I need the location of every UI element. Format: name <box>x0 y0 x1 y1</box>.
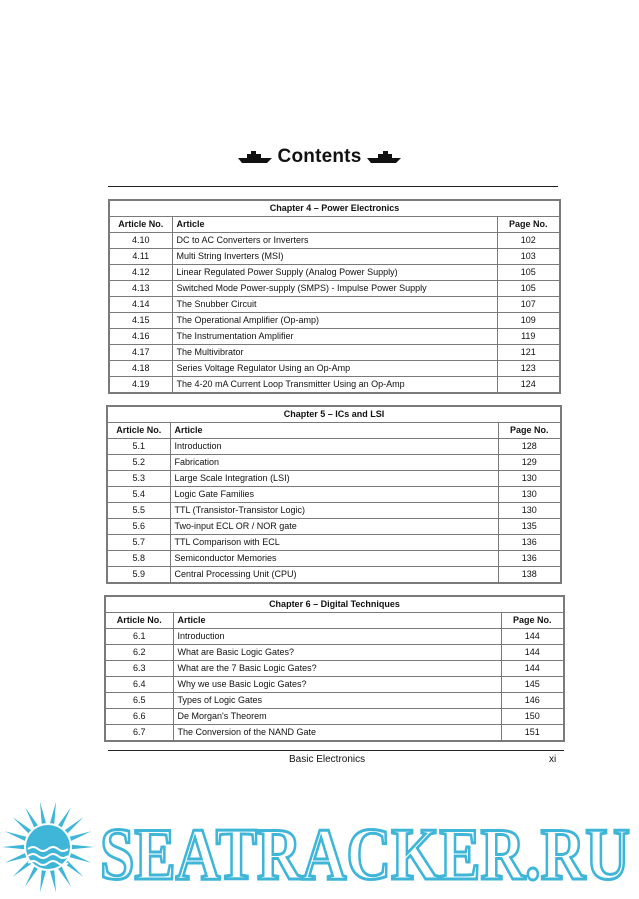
footer-page-number: xi <box>549 754 557 765</box>
sun-ray <box>13 817 31 833</box>
sun-ray <box>25 807 38 827</box>
table-row <box>107 487 561 503</box>
article-number: 6.2 <box>105 645 173 661</box>
page-number: 103 <box>497 249 560 265</box>
article-number: 5.7 <box>107 535 170 551</box>
page-number: 150 <box>501 709 564 725</box>
sun-ray <box>58 867 71 887</box>
table-body <box>107 439 561 584</box>
sun-ray <box>72 845 94 849</box>
article-number: 4.19 <box>109 377 172 394</box>
article-title: Types of Logic Gates <box>173 693 501 709</box>
column-header-article: Article <box>170 423 498 439</box>
article-number: 4.11 <box>109 249 172 265</box>
page-number: 130 <box>498 503 561 519</box>
page-number: 145 <box>501 677 564 693</box>
table-row <box>109 345 560 361</box>
article-title: What are the 7 Basic Logic Gates? <box>173 661 501 677</box>
table-row <box>109 377 560 394</box>
page-number: 128 <box>498 439 561 455</box>
sun-ray <box>58 807 71 827</box>
page-number: 146 <box>501 693 564 709</box>
table-body <box>105 629 564 742</box>
article-title: Logic Gate Families <box>170 487 498 503</box>
article-number: 5.5 <box>107 503 170 519</box>
chapter-4-table <box>108 199 561 394</box>
page-number: 151 <box>501 725 564 742</box>
table-row <box>105 693 564 709</box>
chapter-6-table <box>104 595 565 742</box>
chapter-5-table <box>106 405 562 584</box>
page-number: 144 <box>501 645 564 661</box>
article-title: Introduction <box>173 629 501 645</box>
page-number: 130 <box>498 471 561 487</box>
article-number: 6.3 <box>105 661 173 677</box>
table-row <box>105 645 564 661</box>
table-row <box>109 249 560 265</box>
sun-ray <box>5 853 27 863</box>
sun-ray <box>40 870 46 892</box>
table-body <box>109 233 560 394</box>
page-number: 123 <box>497 361 560 377</box>
article-title: Linear Regulated Power Supply (Analog Power Supply) <box>172 265 497 281</box>
table-row <box>107 551 561 567</box>
article-number: 5.1 <box>107 439 170 455</box>
column-header-article: Article <box>173 613 501 629</box>
table-row <box>107 439 561 455</box>
ship-icon <box>238 151 272 163</box>
watermark <box>0 790 639 899</box>
sun-ray <box>25 867 38 887</box>
article-number: 5.6 <box>107 519 170 535</box>
article-title: Central Processing Unit (CPU) <box>170 567 498 584</box>
article-number: 6.7 <box>105 725 173 742</box>
chapter-heading: Chapter 5 – ICs and LSI <box>107 406 561 423</box>
top-divider <box>108 186 558 187</box>
sun-ray <box>70 853 92 863</box>
column-header-article-no: Article No. <box>109 217 172 233</box>
article-title: The Snubber Circuit <box>172 297 497 313</box>
sun-ray <box>65 817 83 833</box>
chapter-heading: Chapter 6 – Digital Techniques <box>105 596 564 613</box>
article-number: 6.4 <box>105 677 173 693</box>
article-number: 6.6 <box>105 709 173 725</box>
page-number: 130 <box>498 487 561 503</box>
article-number: 4.18 <box>109 361 172 377</box>
article-title: Series Voltage Regulator Using an Op-Amp <box>172 361 497 377</box>
article-title: Multi String Inverters (MSI) <box>172 249 497 265</box>
article-number: 4.12 <box>109 265 172 281</box>
table-row <box>109 297 560 313</box>
page-number: 144 <box>501 629 564 645</box>
table-row <box>105 677 564 693</box>
article-number: 4.14 <box>109 297 172 313</box>
article-title: Why we use Basic Logic Gates? <box>173 677 501 693</box>
table-row <box>109 265 560 281</box>
watermark-text: SEATRACKER.RU <box>100 814 630 896</box>
article-title: The Instrumentation Amplifier <box>172 329 497 345</box>
article-title: Large Scale Integration (LSI) <box>170 471 498 487</box>
article-title: What are Basic Logic Gates? <box>173 645 501 661</box>
footer-divider <box>108 750 564 751</box>
article-number: 4.16 <box>109 329 172 345</box>
article-number: 5.4 <box>107 487 170 503</box>
page-number: 121 <box>497 345 560 361</box>
article-title: Switched Mode Power-supply (SMPS) - Impulse Power Supply <box>172 281 497 297</box>
article-title: TTL (Transistor-Transistor Logic) <box>170 503 498 519</box>
table-row <box>109 233 560 249</box>
sun-ray <box>5 831 27 841</box>
sun-ray <box>50 870 56 892</box>
sun-ray <box>50 802 56 824</box>
page-number: 105 <box>497 265 560 281</box>
sun-icon <box>2 802 94 893</box>
footer-book-title: Basic Electronics <box>289 754 366 765</box>
table-row <box>105 661 564 677</box>
column-header-page-no: Page No. <box>501 613 564 629</box>
article-number: 6.1 <box>105 629 173 645</box>
article-title: De Morgan's Theorem <box>173 709 501 725</box>
column-header-article-no: Article No. <box>107 423 170 439</box>
sun-ray <box>40 802 46 824</box>
page-number: 124 <box>497 377 560 394</box>
article-title: The Conversion of the NAND Gate <box>173 725 501 742</box>
column-header-page-no: Page No. <box>498 423 561 439</box>
chapter-heading: Chapter 4 – Power Electronics <box>109 200 560 217</box>
table-row <box>107 519 561 535</box>
table-row <box>105 709 564 725</box>
article-title: Fabrication <box>170 455 498 471</box>
ship-icon <box>367 151 401 163</box>
table-row <box>109 281 560 297</box>
article-number: 5.9 <box>107 567 170 584</box>
article-title: The 4-20 mA Current Loop Transmitter Using an Op-Amp <box>172 377 497 394</box>
article-number: 4.13 <box>109 281 172 297</box>
page-number: 144 <box>501 661 564 677</box>
table-row <box>107 567 561 584</box>
page-number: 119 <box>497 329 560 345</box>
page-number: 107 <box>497 297 560 313</box>
article-number: 4.17 <box>109 345 172 361</box>
table-row <box>109 329 560 345</box>
table-row <box>105 629 564 645</box>
article-title: Two-input ECL OR / NOR gate <box>170 519 498 535</box>
sun-ray <box>70 831 92 841</box>
table-row <box>109 313 560 329</box>
article-title: Introduction <box>170 439 498 455</box>
table-row <box>107 503 561 519</box>
page-number: 135 <box>498 519 561 535</box>
article-number: 6.5 <box>105 693 173 709</box>
page-number: 109 <box>497 313 560 329</box>
article-title: DC to AC Converters or Inverters <box>172 233 497 249</box>
column-header-page-no: Page No. <box>497 217 560 233</box>
article-title: The Operational Amplifier (Op-amp) <box>172 313 497 329</box>
page-number: 129 <box>498 455 561 471</box>
contents-title: Contents <box>277 146 362 167</box>
article-number: 5.3 <box>107 471 170 487</box>
article-number: 5.8 <box>107 551 170 567</box>
article-number: 5.2 <box>107 455 170 471</box>
sun-ray <box>2 845 24 849</box>
page-title <box>0 146 639 168</box>
article-title: The Multivibrator <box>172 345 497 361</box>
article-title: Semiconductor Memories <box>170 551 498 567</box>
page-number: 105 <box>497 281 560 297</box>
column-header-article: Article <box>172 217 497 233</box>
page-number: 136 <box>498 535 561 551</box>
article-number: 4.15 <box>109 313 172 329</box>
article-title: TTL Comparison with ECL <box>170 535 498 551</box>
page-number: 138 <box>498 567 561 584</box>
table-row <box>109 361 560 377</box>
table-row <box>107 471 561 487</box>
column-header-article-no: Article No. <box>105 613 173 629</box>
table-row <box>107 535 561 551</box>
table-row <box>105 725 564 742</box>
page-number: 136 <box>498 551 561 567</box>
article-number: 4.10 <box>109 233 172 249</box>
table-row <box>107 455 561 471</box>
page-number: 102 <box>497 233 560 249</box>
